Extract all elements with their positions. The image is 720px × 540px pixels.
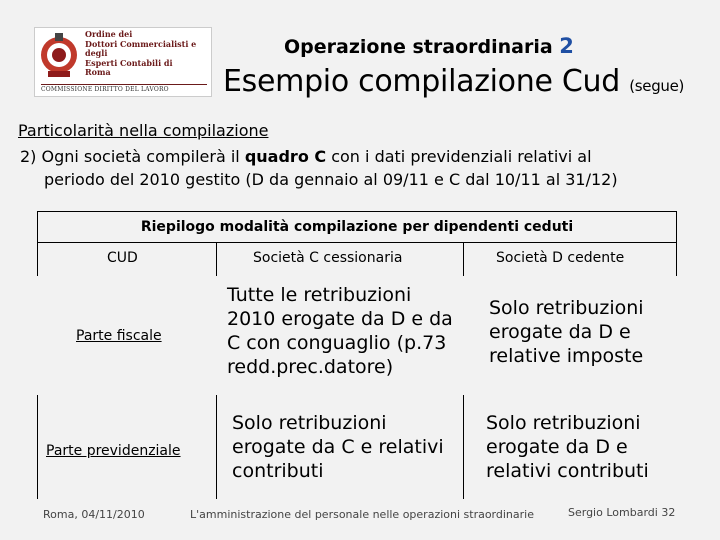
table-title (37, 211, 677, 243)
cell-line: erogate da D e (489, 321, 631, 343)
footer-author-name: Sergio Lombardi (568, 506, 658, 519)
cell-line: contributi (232, 460, 324, 482)
column-header-societa-d: Società D cedente (496, 250, 625, 266)
organization-logo (34, 27, 212, 97)
page-number: 32 (661, 506, 676, 519)
cell-line: Solo retribuzioni (486, 412, 641, 434)
emblem-icon (38, 31, 80, 81)
table-divider-2-bottom (463, 395, 464, 499)
table-divider-1-top (216, 243, 217, 276)
logo-line: Esperti Contabili di (85, 57, 173, 68)
table-divider-2-top (463, 243, 464, 276)
cell-previdenziale-societa-c (232, 411, 463, 483)
cell-line: relative imposte (489, 345, 644, 367)
subtitle-text: Esempio compilazione Cud (223, 64, 620, 99)
row-label-previdenziale: Parte previdenziale (46, 443, 181, 459)
para-line1-bold: quadro C (244, 147, 327, 166)
row-label-fiscale: Parte fiscale (76, 328, 162, 344)
logo-line: Ordine dei (85, 29, 133, 39)
cell-fiscale-societa-c (227, 283, 463, 379)
logo-text (85, 30, 209, 78)
footer-author (568, 506, 675, 519)
para-line2: periodo del 2010 gestito (D da gennaio al 09/11 e C dal 10/11 al 31/12) (44, 170, 618, 189)
para-line1-suffix: con i dati previdenziali relativi al (331, 147, 592, 166)
cell-line: relativi contributi (486, 460, 649, 482)
table-divider-1-bottom (216, 395, 217, 499)
para-line1-prefix: 2) Ogni società compilerà il (20, 147, 240, 166)
slide-title (284, 34, 574, 58)
title-text: Operazione straordinaria (284, 36, 553, 58)
logo-subtitle: COMMISSIONE DIRITTO DEL LAVORO (41, 84, 207, 93)
table-border-left-bottom (37, 395, 38, 499)
cell-line: Solo retribuzioni (489, 297, 644, 319)
section-title: Particolarità nella compilazione (18, 121, 269, 140)
table-border-right-top (676, 243, 677, 276)
title-number: 2 (559, 34, 574, 58)
cell-line: 2010 erogate da D e da (227, 308, 453, 330)
cell-line: Solo retribuzioni (232, 412, 387, 434)
column-header-societa-c: Società C cessionaria (253, 250, 403, 266)
cell-fiscale-societa-d (489, 296, 679, 368)
cell-line: erogate da D e (486, 436, 628, 458)
cell-line: redd.prec.datore) (227, 356, 394, 378)
table-title-text: Riepilogo modalità compilazione per dipendenti ceduti (140, 219, 574, 235)
footer-center: L'amministrazione del personale nelle operazioni straordinarie (190, 508, 534, 521)
cell-line: C con conguaglio (p.73 (227, 332, 447, 354)
cell-line: Tutte le retribuzioni (227, 284, 412, 306)
footer-date: Roma, 04/11/2010 (43, 508, 145, 521)
cell-line: erogate da C e relativi (232, 436, 444, 458)
logo-line: Dottori Commercialisti e degli (85, 38, 197, 58)
paragraph (20, 145, 710, 191)
cell-previdenziale-societa-d (486, 411, 686, 483)
table-border-left-top (37, 243, 38, 276)
logo-line: Roma (85, 67, 111, 77)
subtitle-suffix: (segue) (629, 77, 685, 95)
column-header-cud: CUD (107, 250, 138, 266)
slide-subtitle (223, 64, 684, 99)
